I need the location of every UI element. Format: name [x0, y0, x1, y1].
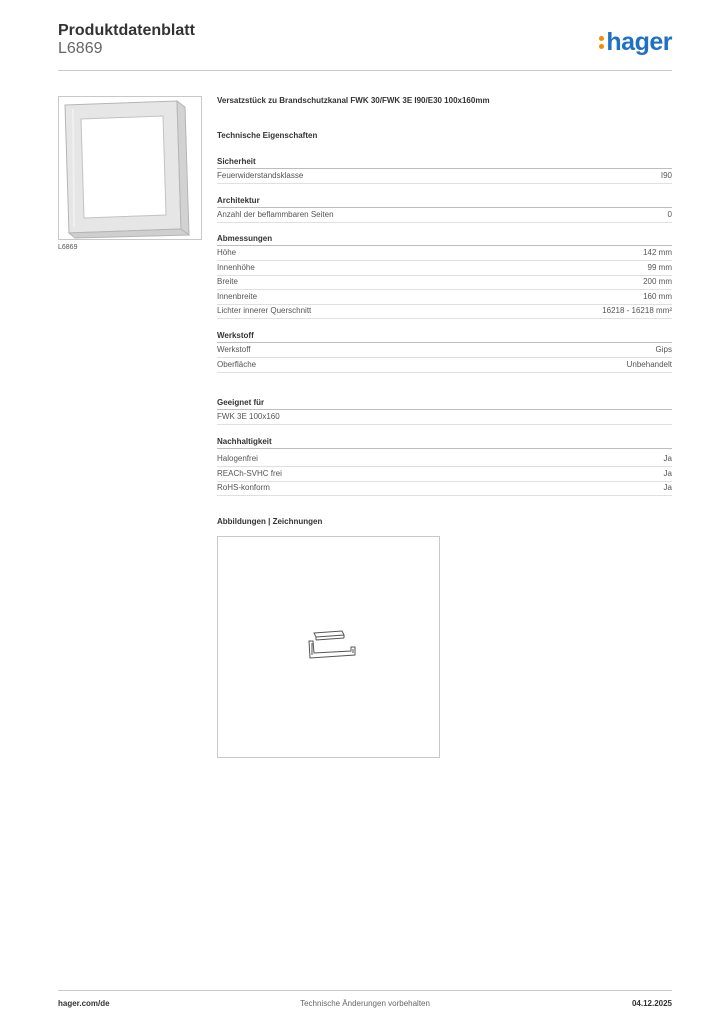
- logo-dots-icon: [599, 34, 605, 51]
- product-image-caption: L6869: [58, 244, 78, 251]
- table-row: [217, 467, 672, 482]
- drawing-box: [217, 536, 440, 758]
- drawings-title: Abbildungen | Zeichnungen: [217, 517, 323, 526]
- table-row: [217, 343, 672, 358]
- row-label: Höhe: [217, 248, 237, 257]
- row-value: Ja: [663, 454, 672, 463]
- table-row: [217, 208, 672, 223]
- document-date: 04.12.2025: [631, 999, 672, 1008]
- row-value: I90: [660, 171, 672, 180]
- table-row: [217, 452, 672, 467]
- page-header: [58, 22, 672, 71]
- table-row: [217, 290, 672, 305]
- table-row: [217, 275, 672, 290]
- hager-logo: [599, 28, 672, 57]
- group-title-abmessungen: Abmessungen: [217, 234, 672, 246]
- row-label: Werkstoff: [217, 345, 251, 354]
- table-row: [217, 169, 672, 184]
- row-value: 16218 - 16218 mm²: [602, 306, 672, 315]
- row-label: Innenhöhe: [217, 263, 255, 272]
- group-title-werkstoff: Werkstoff: [217, 331, 672, 343]
- row-value: Unbehandelt: [626, 360, 672, 369]
- tech-properties-title: Technische Eigenschaften: [217, 131, 318, 140]
- group-title-nachhaltigkeit: Nachhaltigkeit: [217, 437, 672, 449]
- row-label: Feuerwiderstandsklasse: [217, 171, 304, 180]
- table-row: [217, 246, 672, 261]
- row-value: 142 mm: [643, 248, 672, 257]
- gypsum-frame-image-icon: [59, 97, 201, 239]
- row-value: Ja: [663, 483, 672, 492]
- row-value: 0: [667, 210, 672, 219]
- table-row: [217, 481, 672, 496]
- group-title-architektur: Architektur: [217, 196, 672, 208]
- logo-text: hager: [606, 28, 672, 56]
- row-label: FWK 3E 100x160: [217, 412, 280, 421]
- row-label: REACh-SVHC frei: [217, 469, 282, 478]
- row-label: Lichter innerer Querschnitt: [217, 306, 312, 315]
- row-label: Innenbreite: [217, 292, 258, 301]
- row-label: Anzahl der beflammbaren Seiten: [217, 210, 334, 219]
- document-title: Produktdatenblatt: [58, 22, 195, 39]
- row-label: Breite: [217, 277, 238, 286]
- product-code-heading: L6869: [58, 40, 103, 57]
- row-value: Ja: [663, 469, 672, 478]
- product-image: [58, 96, 202, 240]
- table-row: [217, 410, 672, 425]
- page-footer: [58, 990, 672, 1008]
- table-row: [217, 261, 672, 276]
- table-row: [217, 358, 672, 373]
- frame-line-drawing-icon: [218, 537, 439, 757]
- group-title-geeignet: Geeignet für: [217, 398, 672, 410]
- group-title-sicherheit: Sicherheit: [217, 157, 672, 169]
- row-label: RoHS-konform: [217, 483, 270, 492]
- row-label: Halogenfrei: [217, 454, 258, 463]
- row-value: 200 mm: [643, 277, 672, 286]
- row-value: 160 mm: [643, 292, 672, 301]
- row-value: Gips: [655, 345, 672, 354]
- product-description: Versatzstück zu Brandschutzkanal FWK 30/FWK 3E I90/E30 100x160mm: [217, 96, 490, 105]
- website-link[interactable]: hager.com/de: [58, 999, 110, 1008]
- row-value: 99 mm: [647, 263, 672, 272]
- changes-notice: Technische Änderungen vorbehalten: [300, 999, 430, 1008]
- table-row: [217, 304, 672, 319]
- row-label: Oberfläche: [217, 360, 257, 369]
